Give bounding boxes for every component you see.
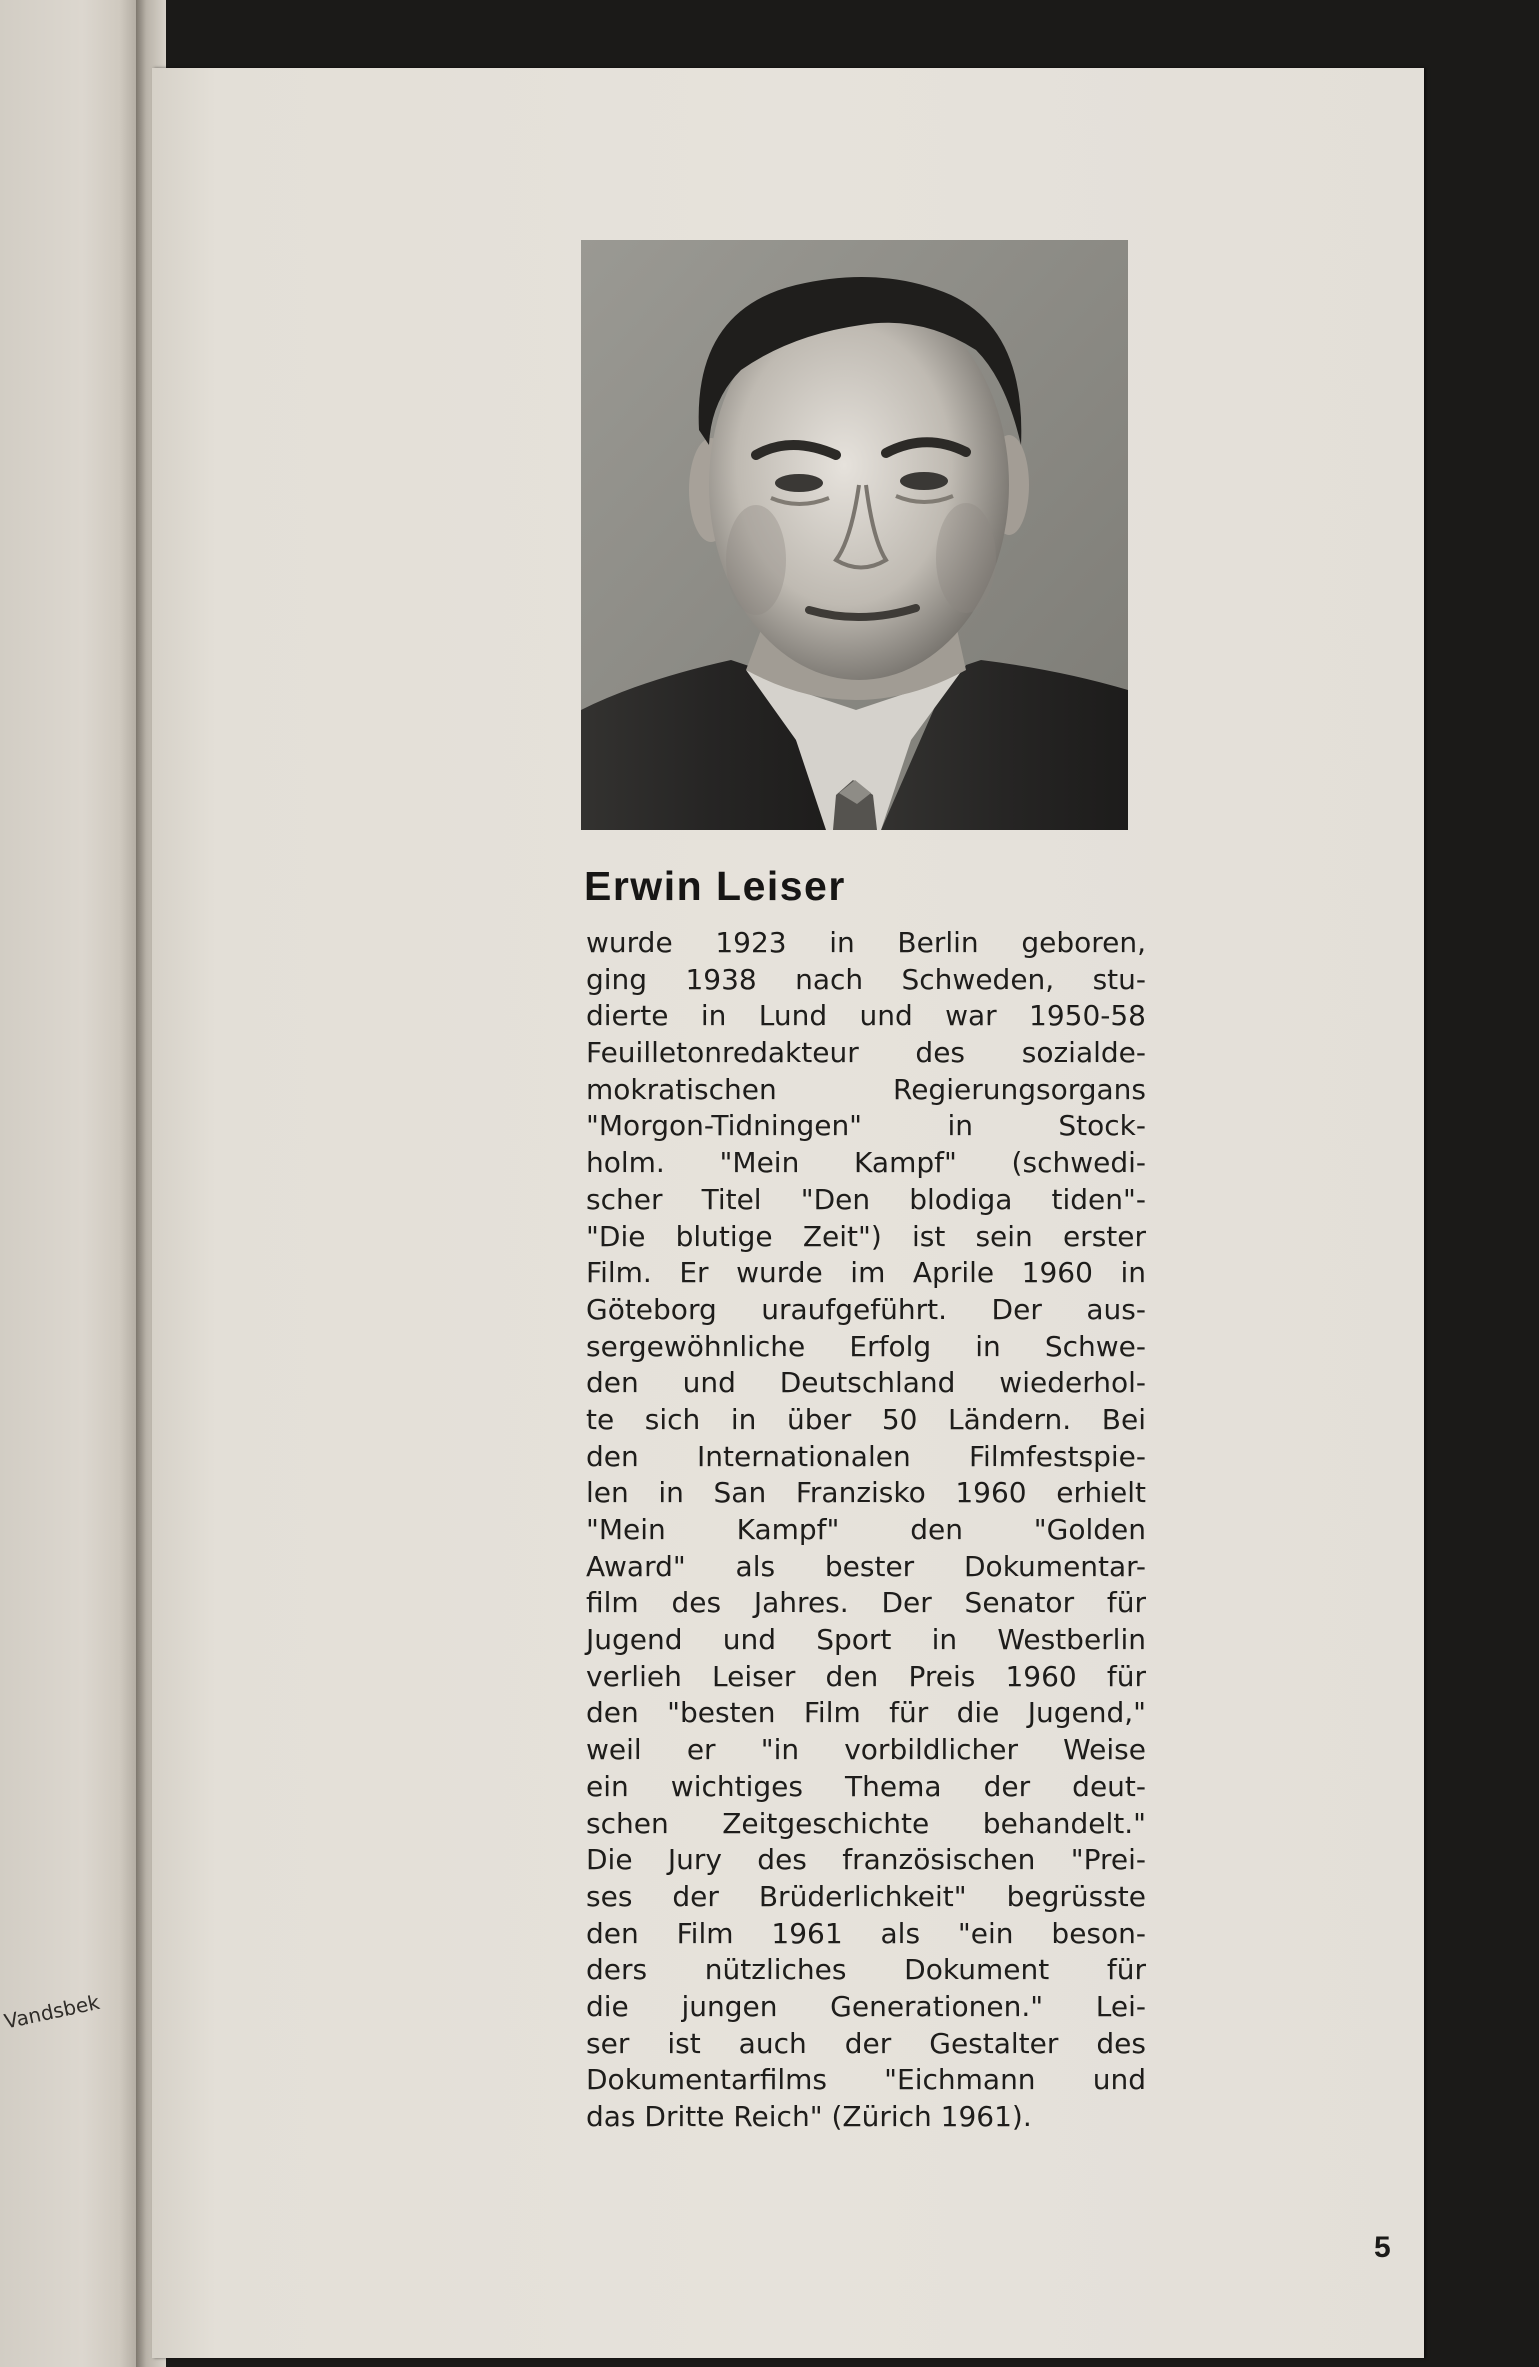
bio-line: den Film 1961 als "ein beson- (586, 1916, 1146, 1950)
bio-line: ders nützliches Dokument für (586, 1953, 1146, 1987)
bio-line: ging 1938 nach Schweden, stu- (586, 962, 1146, 996)
bio-line: den "besten Film für die Jugend," (586, 1696, 1146, 1730)
bio-line: das Dritte Reich" (Zürich 1961). (586, 2100, 1032, 2133)
biography-text (586, 925, 1146, 2136)
bio-line: Göteborg uraufgeführt. Der aus- (586, 1292, 1146, 1326)
bio-line: den Internationalen Filmfestspie- (586, 1439, 1146, 1473)
portrait-photo (581, 240, 1128, 830)
bio-line: ses der Brüderlichkeit" begrüsste (586, 1879, 1146, 1913)
previous-page-edge (0, 0, 150, 2367)
bio-line: Die Jury des französischen "Prei- (586, 1843, 1146, 1877)
bio-line: Dokumentarfilms "Eichmann und (586, 2063, 1146, 2097)
page (152, 68, 1424, 2358)
page-number: 5 (1374, 2231, 1391, 2264)
bio-line: den und Deutschland wiederhol- (586, 1366, 1146, 1400)
bio-line: "Morgon-Tidningen" in Stock- (586, 1109, 1146, 1143)
bio-line: dierte in Lund und war 1950-58 (586, 999, 1146, 1033)
bio-line: verlieh Leiser den Preis 1960 für (586, 1659, 1146, 1693)
bio-line: scher Titel "Den blodiga tiden"- (586, 1182, 1146, 1216)
bio-line: "Mein Kampf" den "Golden (586, 1513, 1146, 1546)
bio-line: ser ist auch der Gestalter des (586, 2026, 1146, 2060)
previous-page-text-fragment: Vandsbek (2, 1989, 102, 2034)
bio-line: len in San Franzisko 1960 erhielt (586, 1476, 1146, 1510)
bio-line: "Die blutige Zeit") ist sein erster (586, 1219, 1146, 1253)
bio-line: film des Jahres. Der Senator für (586, 1586, 1146, 1620)
person-name-heading: Erwin Leiser (584, 863, 846, 909)
bio-line: Film. Er wurde im Aprile 1960 in (586, 1256, 1146, 1290)
bio-line: mokratischen Regierungsorgans (586, 1072, 1146, 1106)
bio-line: ein wichtiges Thema der deut- (586, 1769, 1146, 1803)
bio-line: Award" als bester Dokumentar- (586, 1549, 1146, 1583)
bio-line: weil er "in vorbildlicher Weise (586, 1733, 1146, 1767)
bio-line: Jugend und Sport in Westberlin (586, 1623, 1146, 1657)
bio-line: te sich in über 50 Ländern. Bei (586, 1402, 1146, 1436)
bio-line: die jungen Generationen." Lei- (586, 1989, 1146, 2023)
bio-line: schen Zeitgeschichte behandelt." (586, 1806, 1146, 1840)
bio-line: Feuilletonredakteur des sozialde- (586, 1036, 1146, 1070)
bio-line: holm. "Mein Kampf" (schwedi- (586, 1146, 1146, 1180)
bio-line: sergewöhnliche Erfolg in Schwe- (586, 1329, 1146, 1363)
bio-line: wurde 1923 in Berlin geboren, (586, 926, 1146, 959)
